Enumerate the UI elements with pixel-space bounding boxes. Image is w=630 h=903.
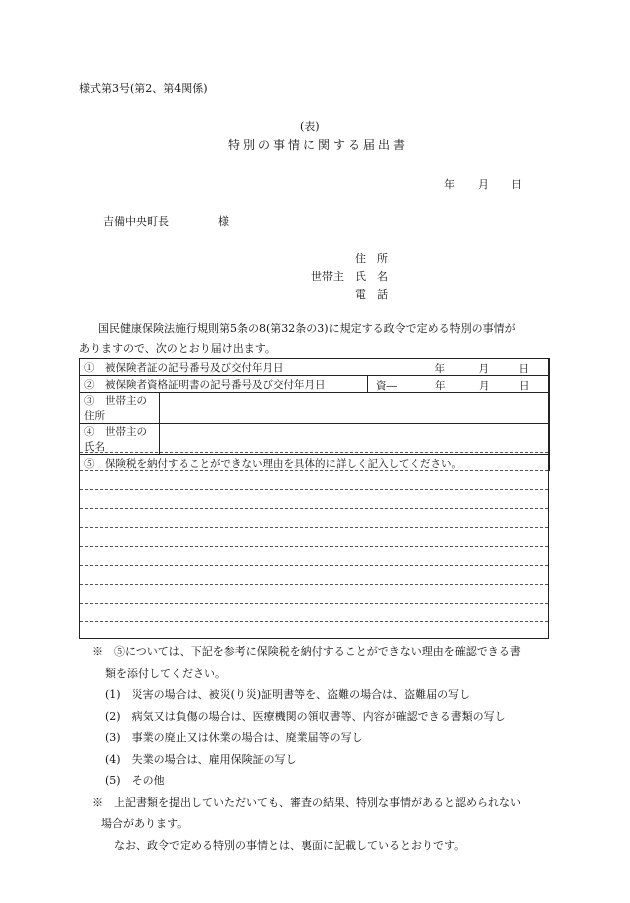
reason-line (80, 621, 548, 622)
insurance-card-date[interactable] (368, 359, 550, 376)
row2-prefix: 資― (376, 380, 397, 392)
reason-line (80, 508, 548, 509)
row-householder-address (80, 393, 550, 424)
date-day-label: 日 (511, 178, 522, 191)
reason-line (80, 470, 548, 471)
qualification-certificate-label: ② 被保険者資格証明書の記号番号及び交付年月日 (80, 376, 368, 393)
notes-section (92, 641, 562, 856)
row1-year: 年 (434, 363, 445, 375)
applicant-address-label: 住 所 (355, 252, 388, 265)
householder-name-label: ④ 世帯主の氏名 (80, 424, 160, 455)
date-month-label: 月 (478, 178, 489, 191)
note-item: (2) 病気又は負傷の場合は、医療機関の領収書等、内容が確認できる書類の写し (105, 709, 506, 723)
addressee-name: 吉備中央町長 (103, 215, 169, 228)
row2-day: 日 (519, 380, 530, 392)
reason-line (80, 603, 548, 604)
note-item: (5) その他 (105, 774, 165, 787)
note-3: なお、政令で定める特別の事情とは、裏面に記載しているとおりです。 (114, 838, 466, 852)
note-1-line-2: 類を添付してください。 (105, 666, 226, 680)
document-title: 特別の事情に関する届出書 (228, 138, 409, 152)
applicant-name-label: 氏 名 (355, 270, 388, 283)
date-year-label: 年 (444, 178, 455, 191)
householder-address-field[interactable] (160, 393, 550, 424)
reason-line (80, 489, 548, 490)
householder-name-field[interactable] (160, 424, 550, 455)
row2-month: 月 (479, 380, 490, 392)
reason-line (80, 584, 548, 585)
qualification-certificate-date[interactable] (368, 376, 550, 393)
note-item: (3) 事業の廃止又は休業の場合は、廃業届等の写し (105, 731, 363, 744)
note-item: (1) 災害の場合は、被災(り災)証明書等を、盗難の場合は、盗難届の写し (105, 688, 471, 701)
addressee-honorific: 様 (218, 215, 229, 228)
reason-line (80, 527, 548, 528)
row-reason (80, 455, 550, 472)
side-label: (表) (300, 120, 320, 133)
reason-label: ⑤ 保険税を納付することができない理由を具体的に詳しく記入してください。 (80, 455, 550, 472)
note-1-line-1: ※ ⑤については、下記を参考に保険税を納付することができない理由を確認できる書 (92, 645, 521, 658)
applicant-phone-label: 電 話 (355, 288, 388, 301)
row-insurance-card (80, 359, 550, 376)
row2-year: 年 (435, 380, 446, 392)
intro-line-2: ありますので、次のとおり届け出ます。 (79, 342, 276, 355)
row1-month: 月 (478, 363, 489, 375)
row1-day: 日 (518, 363, 529, 375)
householder-address-label: ③ 世帯主の住所 (80, 393, 160, 424)
reason-line (80, 565, 548, 566)
row-householder-name (80, 424, 550, 455)
form-number: 様式第3号(第2、第4関係) (79, 82, 208, 95)
reason-line (80, 546, 548, 547)
note-2-line-2: 場合があります。 (101, 817, 189, 830)
intro-line-1: 国民健康保険法施行規則第5条の8(第32条の3)に規定する政令で定める特別の事情が (98, 322, 516, 335)
row-qualification-certificate (80, 376, 550, 393)
notification-form-table (79, 358, 550, 471)
note-2-line-1: ※ 上記書類を提出していただいても、審査の結果、特別な事情があると認められない (92, 795, 521, 809)
applicant-role-label: 世帯主 (311, 270, 344, 283)
note-item: (4) 失業の場合は、雇用保険証の写し (105, 752, 297, 766)
reason-line (80, 452, 548, 453)
insurance-card-label: ① 被保険者証の記号番号及び交付年月日 (80, 359, 368, 376)
